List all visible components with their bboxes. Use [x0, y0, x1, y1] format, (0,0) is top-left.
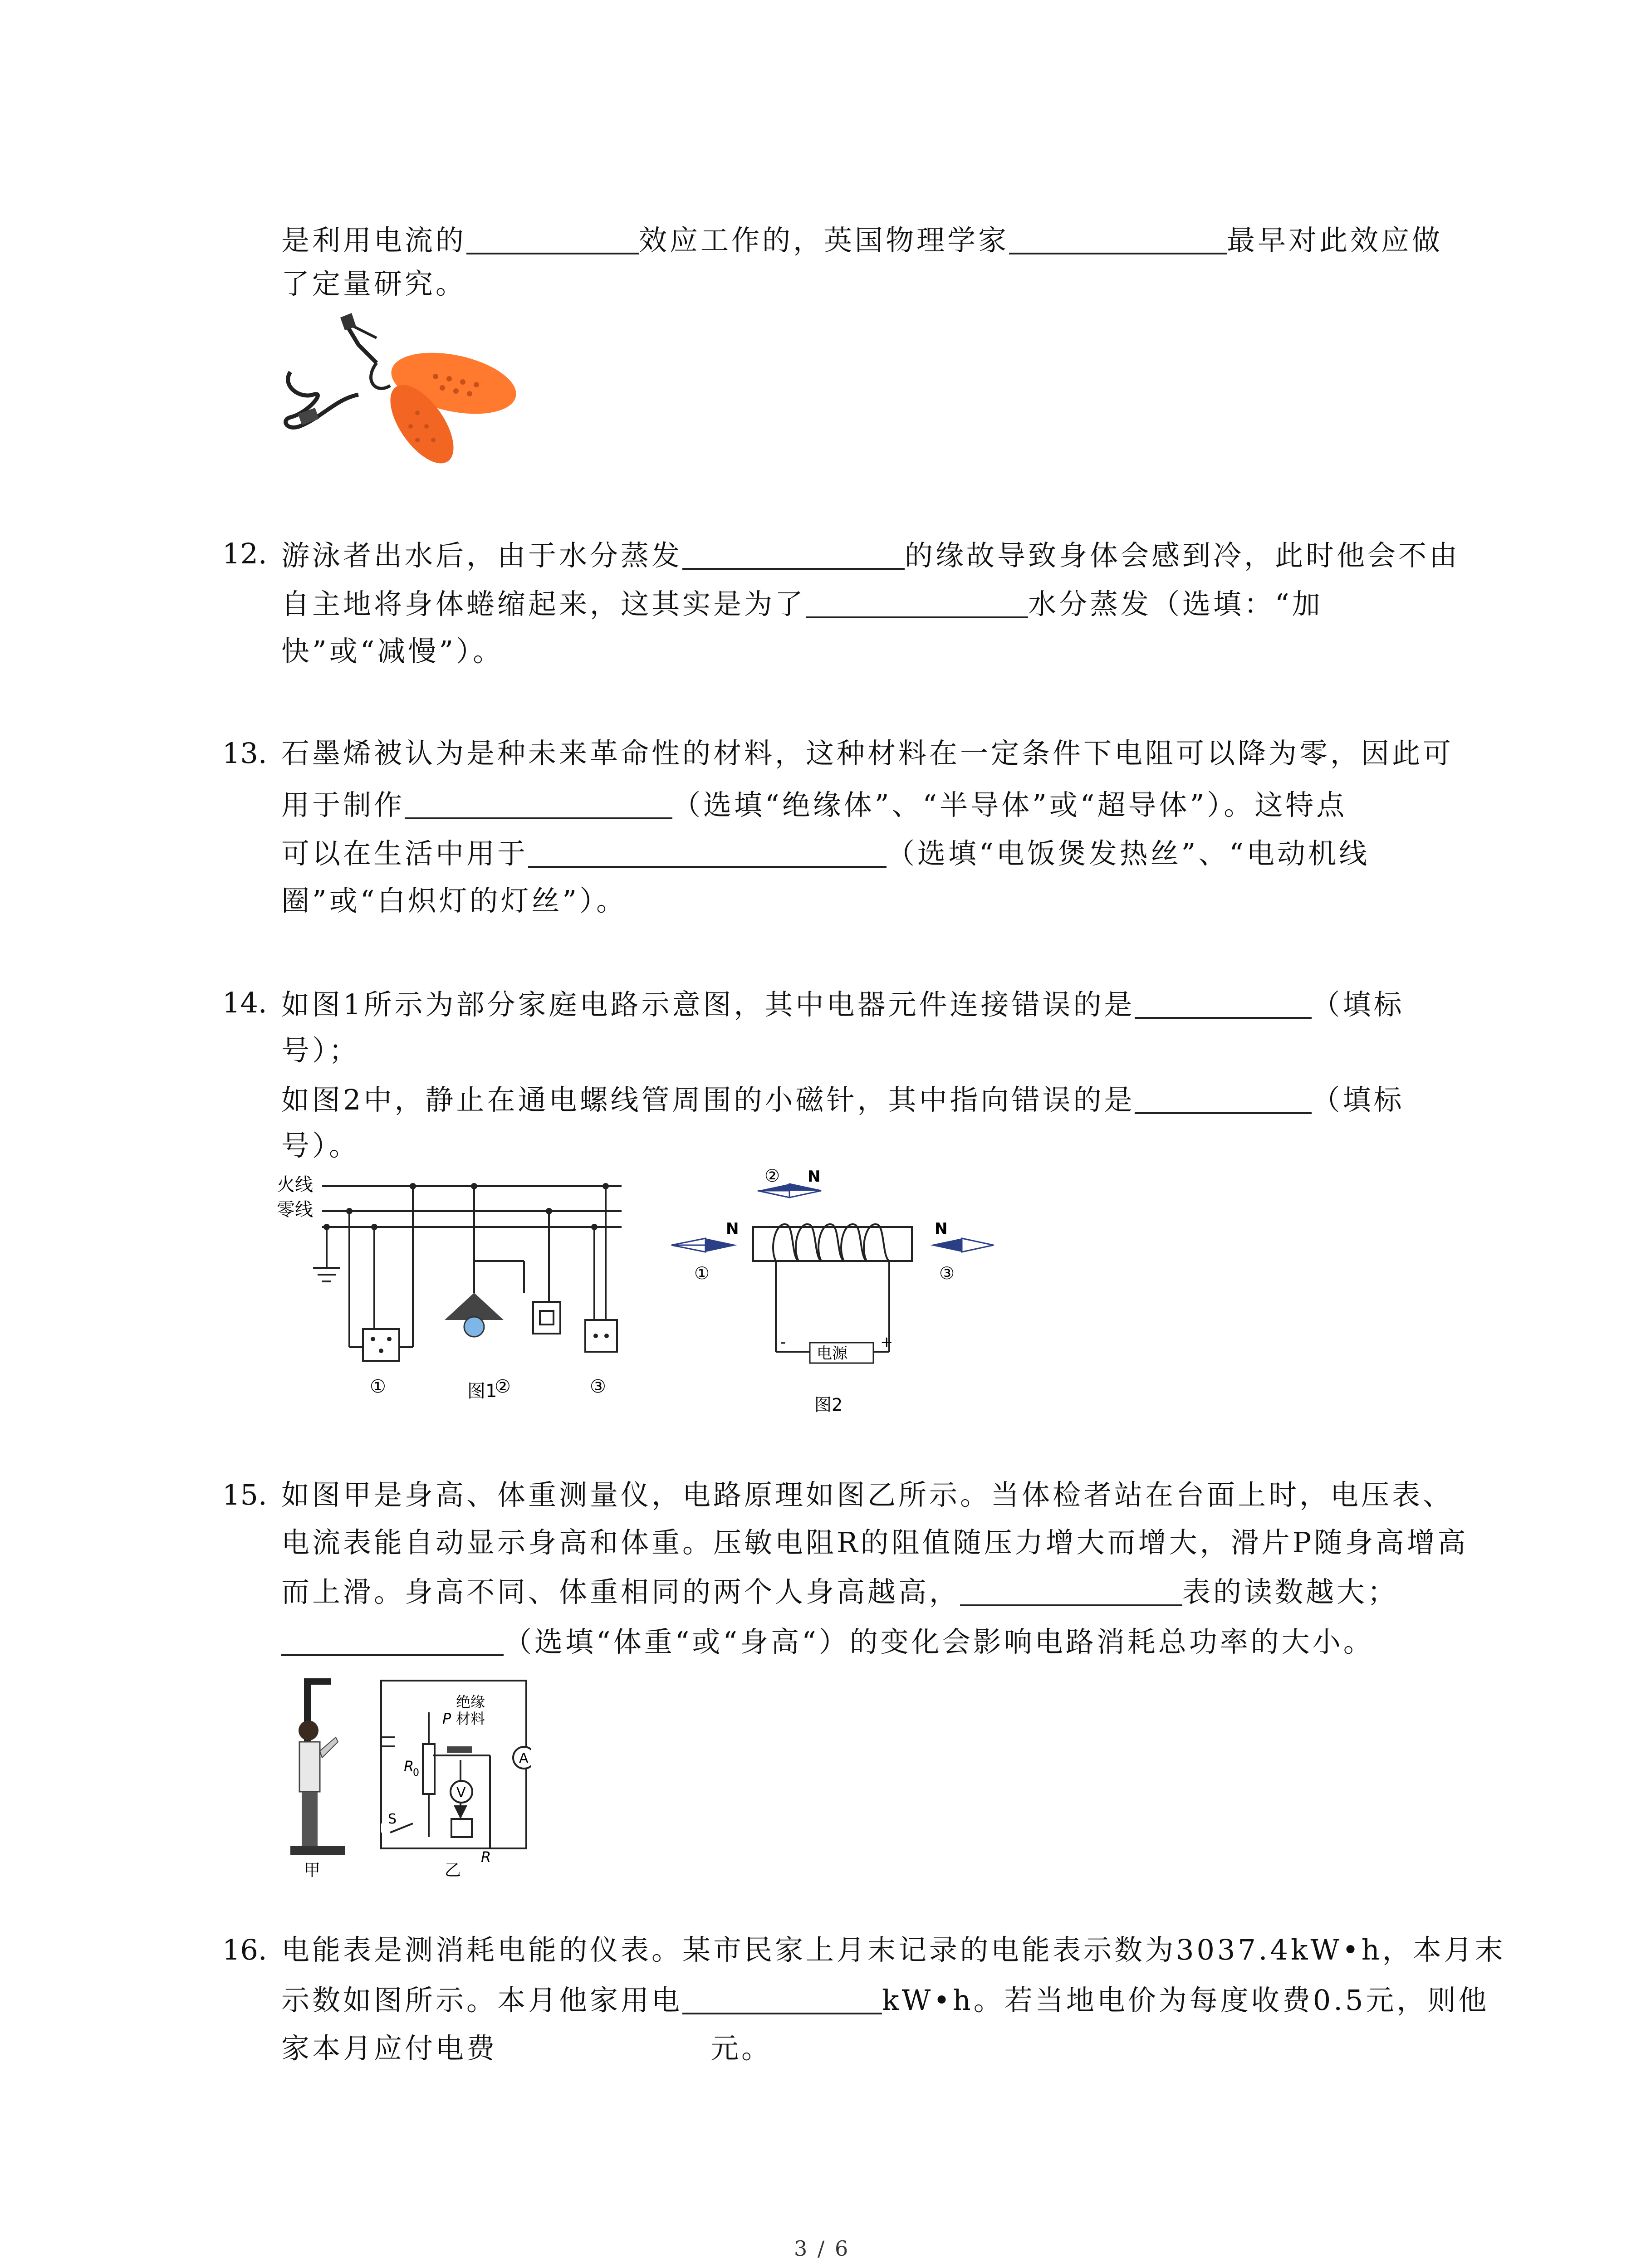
q11-text-b: 效应工作的，英国物理学家 [639, 224, 1009, 257]
q15-blank-1[interactable] [960, 1576, 1182, 1606]
shoe-dryer-image [272, 304, 517, 476]
ammeter-icon: A [519, 1750, 529, 1766]
figure-1-household-circuit [277, 1170, 631, 1424]
q14-text-c: 如图2中，静止在通电螺线管周围的小磁针，其中指向错误的是 [281, 1083, 1135, 1116]
fig2-label-3: ③ [939, 1263, 955, 1283]
q16-text-a: 示数如图所示。本月他家用电 [281, 1984, 683, 2017]
q16-line-1: 电能表是测消耗电能的仪表。某市民家上月末记录的电能表示数为3037.4kW•h，本月末 [281, 1933, 1506, 1966]
q15-line-3 [281, 1576, 1398, 1606]
q14-text-d: （填标 [1312, 1083, 1405, 1116]
fig2-label-2: ② [764, 1166, 780, 1186]
q15-blank-2[interactable] [281, 1626, 504, 1656]
q12-line-3: 快”或“减慢”）。 [281, 635, 504, 668]
q11-line-2: 了定量研究。 [281, 267, 467, 300]
q14-line-3 [281, 1084, 1404, 1114]
q11-text-a: 是利用电流的 [281, 224, 467, 257]
q13-text-d: （选填“电饭煲发热丝”、“电动机线 [887, 837, 1370, 870]
q15-yi-label: 乙 [445, 1861, 461, 1880]
fig2-n-label-1: N [726, 1220, 739, 1238]
q11-blank-1[interactable] [466, 225, 639, 254]
figure-2-solenoid [662, 1166, 998, 1429]
q13-line-2 [281, 789, 1347, 819]
q14-line-1 [281, 989, 1404, 1019]
q15-jia-label: 甲 [304, 1861, 321, 1880]
q16-line-3 [281, 2034, 772, 2063]
q11-line-1 [281, 224, 1443, 257]
fig2-minus: - [780, 1333, 786, 1351]
fig2-caption: 图2 [814, 1395, 843, 1415]
q15-number: 15. [222, 1478, 267, 1511]
q12-text-c: 自主地将身体蜷缩起来，这其实是为了 [281, 587, 806, 621]
q14-line-4: 号）。 [281, 1129, 360, 1162]
q15-text-a: 而上滑。身高不同、体重相同的两个人身高越高， [281, 1575, 960, 1608]
q12-line-2 [281, 587, 1323, 621]
q16-number: 16. [222, 1933, 267, 1966]
fig2-plus: + [880, 1333, 893, 1351]
voltmeter-icon: V [456, 1785, 466, 1801]
q13-blank-1[interactable] [405, 789, 672, 819]
q11-text-c: 最早对此效应做 [1227, 224, 1443, 257]
r0-subscript: 0 [413, 1767, 419, 1779]
fig2-n-label-2: N [808, 1168, 821, 1186]
q12-text-d: 水分蒸发（选填：“加 [1028, 587, 1323, 621]
fig1-label-1: ① [370, 1376, 386, 1397]
q16-text-c: 家本月应付电费 [281, 2032, 498, 2065]
q15-line-1: 如图甲是身高、体重测量仪，电路原理如图乙所示。当体检者站在台面上时，电压表、 [281, 1478, 1454, 1511]
q15-text-c: （选填“体重“或“身高“）的变化会影响电路消耗总功率的大小。 [504, 1625, 1374, 1658]
fig1-caption: 图1 [467, 1381, 497, 1402]
q14-text-a: 如图1所示为部分家庭电路示意图，其中电器元件连接错误的是 [281, 988, 1135, 1021]
fig1-label-2: ② [495, 1376, 511, 1397]
q16-text-d: 元。 [710, 2032, 773, 2065]
live-wire-label: 火线 [277, 1174, 313, 1195]
q15-figure [277, 1669, 531, 1882]
q12-text-b: 的缘故导致身体会感到冷，此时他会不由 [905, 539, 1460, 572]
q13-line-3 [281, 838, 1370, 868]
r0-label: R [404, 1758, 414, 1775]
q13-text-a: 用于制作 [281, 788, 405, 821]
q16-text-b: kW•h。若当地电价为每度收费0.5元，则他 [882, 1984, 1489, 2017]
switch-s-label: S [388, 1811, 397, 1827]
neutral-wire-label: 零线 [277, 1199, 313, 1220]
q12-text-a: 游泳者出水后，由于水分蒸发 [281, 539, 683, 572]
q15-line-4 [281, 1626, 1374, 1656]
q14-line-2: 号）； [281, 1034, 360, 1067]
q14-blank-2[interactable] [1135, 1084, 1312, 1114]
page-number: 3 / 6 [794, 2236, 850, 2261]
q14-number: 14. [222, 986, 267, 1019]
fig2-label-1: ① [694, 1263, 710, 1283]
q13-line-4: 圈”或“白炽灯的灯丝”）。 [281, 884, 627, 917]
q15-line-2: 电流表能自动显示身高和体重。压敏电阻R的阻值随压力增大而增大，滑片P随身高增高 [281, 1526, 1469, 1559]
q13-line-1: 石墨烯被认为是种未来革命性的材料，这种材料在一定条件下电阻可以降为零，因此可 [281, 737, 1454, 770]
q12-blank-1[interactable] [682, 540, 905, 570]
q16-blank-1[interactable] [682, 1984, 882, 2014]
q13-blank-2[interactable] [528, 838, 887, 868]
slider-p-label: P [442, 1710, 451, 1727]
q15-text-b: 表的读数越大； [1182, 1575, 1399, 1608]
fig2-power-label: 电源 [817, 1344, 847, 1363]
q16-line-2 [281, 1984, 1489, 2017]
q12-line-1 [281, 540, 1460, 570]
q11-blank-2[interactable] [1009, 225, 1227, 254]
q13-text-b: （选填“绝缘体”、“半导体”或“超导体”）。这特点 [672, 788, 1347, 821]
insulation-label-1: 绝缘 [456, 1693, 485, 1711]
resistor-r-label: R [481, 1848, 491, 1866]
q13-number: 13. [222, 737, 267, 770]
insulation-label-2: 材料 [456, 1710, 485, 1727]
q12-number: 12. [222, 537, 267, 570]
fig2-n-label-3: N [935, 1220, 948, 1238]
q12-blank-2[interactable] [806, 588, 1028, 618]
q13-text-c: 可以在生活中用于 [281, 837, 529, 870]
q14-blank-1[interactable] [1135, 989, 1312, 1019]
fig1-label-3: ③ [590, 1376, 606, 1397]
q14-text-b: （填标 [1312, 988, 1405, 1021]
